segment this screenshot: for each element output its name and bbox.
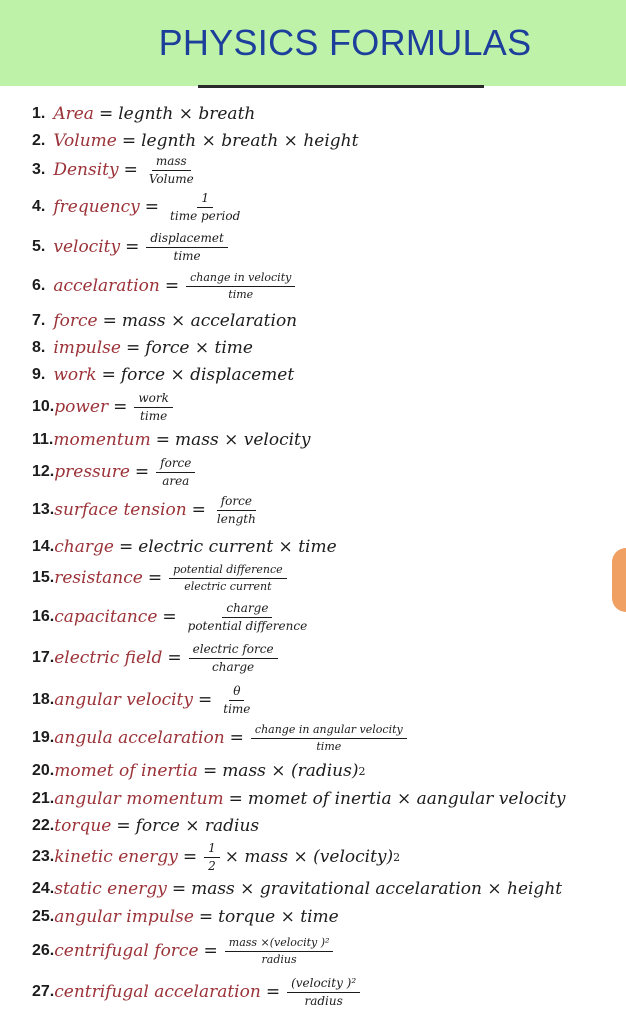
formula-row: [32, 563, 289, 593]
formula-expression: legnth × breath: [118, 104, 256, 124]
formula-number: 19.: [32, 729, 55, 746]
formula-row: [32, 360, 294, 390]
fraction-numerator: change in angular velocity: [251, 724, 407, 739]
formula-expression: mass × (radius): [222, 761, 359, 781]
formula-quantity: torque: [54, 816, 112, 836]
formula-number: 1.: [32, 105, 46, 122]
formula-number: 13.: [32, 501, 55, 518]
fraction: [145, 155, 198, 185]
fraction-denominator: radius: [304, 993, 343, 1008]
formula-row: [32, 155, 200, 185]
formula-number: 5.: [32, 238, 46, 255]
fraction-numerator: (velocity )²: [287, 977, 360, 993]
formula-row: [32, 602, 313, 632]
equals-sign: =: [202, 761, 218, 781]
formula-quantity: angula accelaration: [54, 728, 225, 748]
formula-quantity: momet of inertia: [54, 761, 198, 781]
formula-number: 16.: [32, 608, 55, 625]
formula-quantity: surface tension: [54, 500, 187, 520]
equals-sign: =: [229, 728, 244, 748]
equals-sign: =: [134, 462, 150, 482]
fraction-numerator: potential difference: [169, 564, 287, 579]
fraction-numerator: force: [217, 495, 256, 511]
formula-row: [32, 936, 335, 966]
page-title: PHYSICS FORMULAS: [158, 22, 532, 63]
fraction: [166, 192, 244, 222]
formula-quantity: frequency: [53, 197, 140, 217]
fraction-numerator: work: [134, 392, 173, 408]
formula-number: 7.: [32, 312, 46, 329]
fraction-denominator: time: [228, 287, 254, 301]
formula-number: 17.: [32, 649, 55, 666]
formula-expression: force × time: [145, 338, 253, 358]
equals-sign: =: [125, 237, 140, 257]
formula-quantity: centrifugal force: [54, 941, 199, 961]
equals-sign: =: [102, 311, 117, 331]
formula-quantity: force: [53, 311, 98, 331]
formula-number: 23.: [32, 848, 55, 865]
formula-number: 18.: [32, 691, 55, 708]
equals-sign: =: [162, 607, 177, 627]
formula-row: [32, 126, 358, 156]
fraction-numerator: electric force: [189, 643, 278, 659]
formula-row: [32, 811, 259, 841]
fraction-denominator: time: [223, 701, 251, 716]
formula-row: [32, 874, 562, 904]
formula-quantity: impulse: [53, 338, 121, 358]
fraction: [204, 842, 220, 872]
formula-number: 21.: [32, 790, 55, 807]
fraction-denominator: charge: [212, 659, 255, 674]
equals-sign: =: [265, 982, 281, 1002]
equals-sign: =: [113, 397, 128, 417]
fraction: [287, 977, 360, 1007]
formula-quantity: power: [54, 397, 109, 417]
formula-quantity: angular impulse: [54, 907, 194, 927]
fraction-numerator: mass: [152, 155, 191, 171]
formula-quantity: electric field: [54, 648, 163, 668]
formula-row: [32, 457, 197, 487]
formula-quantity: momentum: [53, 430, 151, 450]
formula-quantity: capacitance: [54, 607, 158, 627]
formula-row: [32, 723, 409, 753]
formula-row: [32, 784, 566, 814]
equals-sign: =: [191, 500, 206, 520]
equals-sign: =: [167, 648, 182, 668]
formula-expression: momet of inertia × aangular velocity: [247, 789, 566, 809]
formula-number: 2.: [32, 132, 46, 149]
formula-quantity: angular momentum: [54, 789, 224, 809]
formula-expression: × mass × (velocity): [224, 847, 394, 867]
equals-sign: =: [116, 816, 131, 836]
formula-number: 27.: [32, 983, 55, 1000]
formula-quantity: resistance: [54, 568, 143, 588]
formula-row: [32, 756, 365, 786]
formula-number: 10.: [32, 398, 55, 415]
fraction: [225, 937, 334, 965]
formula-row: [32, 842, 400, 872]
formula-expression: mass × accelaration: [121, 311, 298, 331]
formula-quantity: Volume: [53, 131, 117, 151]
formula-quantity: charge: [54, 537, 114, 557]
fraction: [186, 272, 295, 300]
formula-number: 4.: [32, 198, 46, 215]
title-banner: [0, 0, 626, 86]
formula-row: [32, 977, 362, 1007]
fraction: [189, 643, 278, 673]
formula-row: [32, 99, 255, 129]
fraction: [219, 685, 254, 715]
fraction-denominator: 2: [208, 858, 216, 873]
fraction: [251, 724, 407, 752]
fraction-numerator: change in velocity: [186, 272, 295, 287]
formula-row: [32, 425, 311, 455]
formula-number: 6.: [32, 277, 46, 294]
fraction-numerator: 1: [204, 842, 220, 858]
equals-sign: =: [198, 690, 213, 710]
exponent: 2: [393, 850, 401, 864]
exponent: 2: [358, 764, 366, 778]
fraction-denominator: electric current: [184, 579, 272, 593]
fraction: [156, 457, 195, 487]
equals-sign: =: [203, 941, 218, 961]
formula-quantity: static energy: [54, 879, 167, 899]
formula-row: [32, 333, 253, 363]
equals-sign: =: [144, 197, 160, 217]
fraction: [213, 495, 260, 525]
fraction-denominator: radius: [261, 952, 297, 966]
fraction-denominator: length: [216, 511, 256, 526]
fraction-numerator: θ: [229, 685, 244, 701]
formula-number: 11.: [32, 431, 54, 448]
equals-sign: =: [123, 160, 138, 180]
equals-sign: =: [118, 537, 134, 557]
fraction-denominator: Volume: [148, 171, 194, 186]
equals-sign: =: [155, 430, 170, 450]
formula-row: [32, 532, 337, 562]
equals-sign: =: [228, 789, 243, 809]
formula-row: [32, 192, 246, 222]
formula-number: 26.: [32, 942, 55, 959]
fraction-denominator: time period: [170, 208, 241, 223]
formula-quantity: centrifugal accelaration: [54, 982, 261, 1002]
fraction: [146, 232, 227, 262]
fraction-numerator: mass ×(velocity )²: [225, 937, 334, 952]
formula-quantity: kinetic energy: [54, 847, 178, 867]
formula-number: 3.: [32, 161, 46, 178]
formula-quantity: work: [53, 365, 97, 385]
formula-row: [32, 271, 297, 301]
fraction-denominator: time: [140, 408, 168, 423]
formula-quantity: velocity: [53, 237, 121, 257]
formula-quantity: angular velocity: [54, 690, 193, 710]
formula-row: [32, 685, 256, 715]
equals-sign: =: [101, 365, 116, 385]
fraction-numerator: displacemet: [146, 232, 227, 248]
formula-row: [32, 232, 230, 262]
formula-quantity: Area: [53, 104, 94, 124]
formula-expression: legnth × breath × height: [141, 131, 359, 151]
equals-sign: =: [182, 847, 198, 867]
formula-expression: mass × gravitational accelaration × height: [191, 879, 563, 899]
equals-sign: =: [125, 338, 141, 358]
fraction-denominator: potential difference: [187, 618, 308, 633]
fraction-denominator: time: [173, 248, 201, 263]
formula-expression: force × radius: [135, 816, 260, 836]
formula-number: 25.: [32, 908, 55, 925]
equals-sign: =: [98, 104, 114, 124]
formula-expression: mass × velocity: [175, 430, 311, 450]
title-underline: [198, 85, 484, 88]
formula-number: 22.: [32, 817, 55, 834]
formula-quantity: pressure: [54, 462, 130, 482]
formula-row: [32, 902, 339, 932]
formula-number: 8.: [32, 339, 46, 356]
equals-sign: =: [198, 907, 214, 927]
fraction-denominator: area: [162, 473, 190, 488]
fraction-denominator: time: [316, 739, 342, 753]
formula-expression: electric current × time: [138, 537, 337, 557]
formula-number: 20.: [32, 762, 55, 779]
formula-number: 14.: [32, 538, 55, 555]
fraction-numerator: charge: [222, 602, 272, 618]
formula-number: 24.: [32, 880, 55, 897]
fraction: [184, 602, 312, 632]
edge-tab: [612, 548, 626, 612]
fraction-numerator: force: [156, 457, 195, 473]
fraction: [169, 564, 287, 592]
equals-sign: =: [164, 276, 180, 296]
formula-row: [32, 495, 262, 525]
formula-number: 12.: [32, 463, 55, 480]
equals-sign: =: [147, 568, 163, 588]
formula-row: [32, 392, 175, 422]
formula-row: [32, 643, 280, 673]
formula-row: [32, 306, 297, 336]
equals-sign: =: [121, 131, 137, 151]
formula-number: 15.: [32, 569, 55, 586]
fraction: [134, 392, 173, 422]
formula-number: 9.: [32, 366, 46, 383]
fraction-numerator: 1: [197, 192, 213, 208]
formula-quantity: accelaration: [53, 276, 160, 296]
formula-expression: torque × time: [218, 907, 339, 927]
formula-expression: force × displacemet: [120, 365, 295, 385]
equals-sign: =: [171, 879, 187, 899]
formula-quantity: Density: [53, 160, 119, 180]
